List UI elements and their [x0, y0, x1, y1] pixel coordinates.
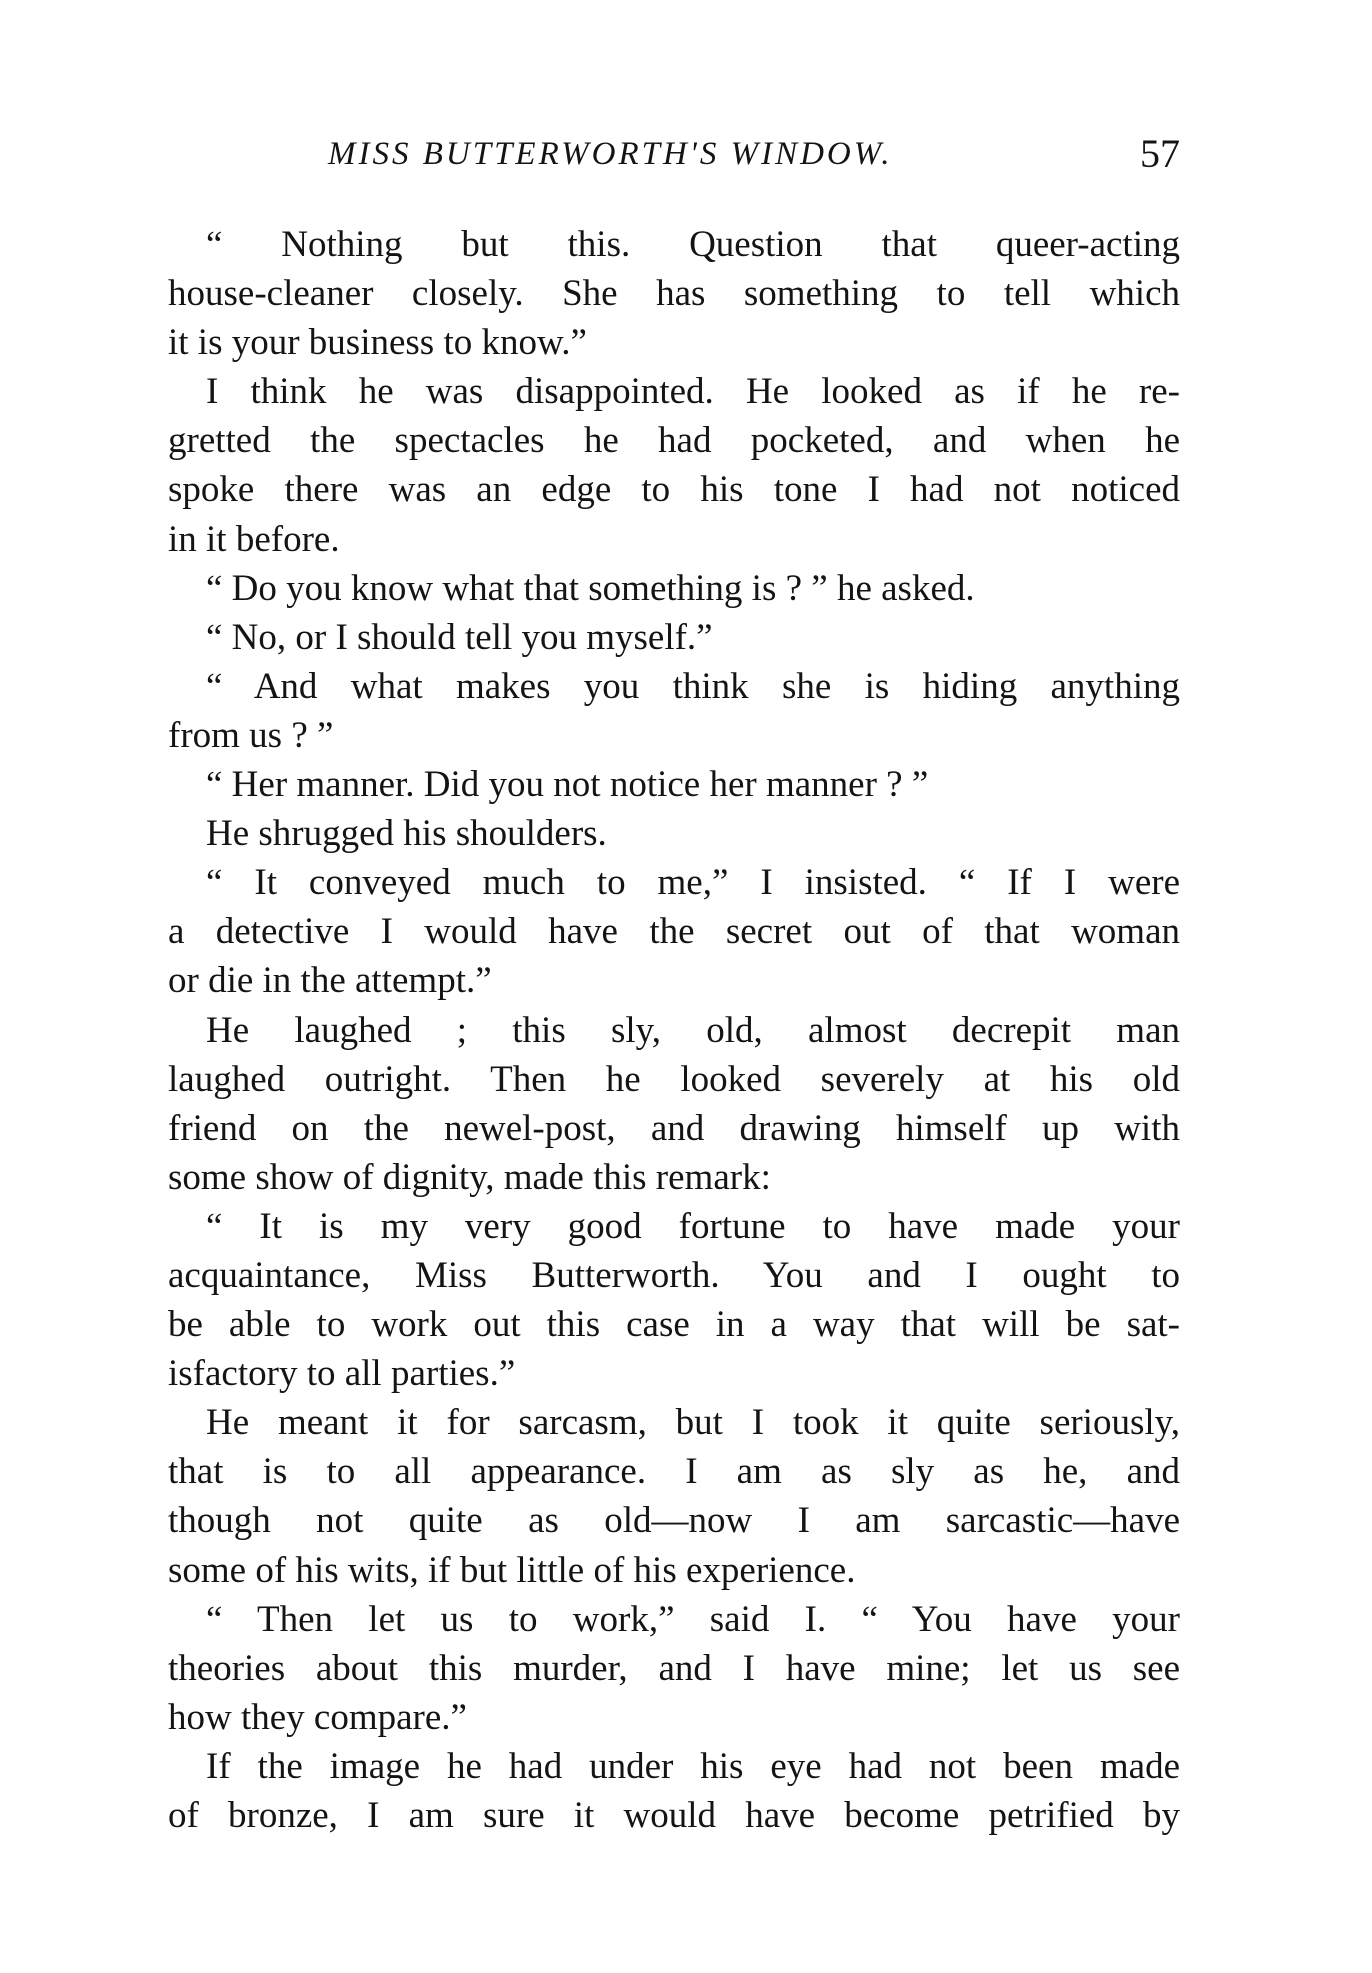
text-line: friend on the newel-post, and drawing himself up with — [168, 1107, 1180, 1149]
text-line: some of his wits, if but little of his experience. — [168, 1549, 856, 1591]
text-line: “ Nothing but this. Question that queer-acting — [206, 224, 1180, 265]
body-text — [168, 220, 1180, 1840]
text-line: house-cleaner closely. She has something to tell which — [168, 273, 1180, 315]
text-line: “ And what makes you think she is hiding anything — [206, 665, 1180, 707]
running-title: MISS BUTTERWORTH'S WINDOW. — [328, 136, 893, 172]
text-line: theories about this murder, and I have mine; let us see — [168, 1647, 1180, 1689]
text-line: “ Do you know what that something is ? ” he asked. — [206, 567, 975, 609]
text-line: acquaintance, Miss Butterworth. You and I ought to — [168, 1254, 1180, 1296]
text-line: though not quite as old—now I am sarcastic—have — [168, 1500, 1180, 1542]
text-line: “ Then let us to work,” said I. “ You have your — [206, 1598, 1180, 1640]
text-line: that is to all appearance. I am as sly as he, and — [168, 1451, 1180, 1493]
text-line: from us ? ” — [168, 714, 334, 756]
text-line: “ No, or I should tell you myself.” — [206, 616, 713, 658]
text-line: some show of dignity, made this remark: — [168, 1156, 771, 1198]
text-line: of bronze, I am sure it would have become petrified by — [168, 1795, 1180, 1836]
text-line: If the image he had under his eye had not been made — [206, 1745, 1180, 1787]
text-line: isfactory to all parties.” — [168, 1353, 516, 1395]
text-line: it is your business to know.” — [168, 322, 587, 364]
text-line: He shrugged his shoulders. — [206, 813, 607, 855]
page-number: 57 — [1140, 131, 1180, 176]
text-line: a detective I would have the secret out of that woman — [168, 911, 1180, 953]
text-line: “ Her manner. Did you not notice her manner ? ” — [206, 764, 929, 806]
text-line: laughed outright. Then he looked severely at his old — [168, 1058, 1180, 1100]
text-line: spoke there was an edge to his tone I had not noticed — [168, 469, 1180, 511]
text-line: gretted the spectacles he had pocketed, and when he — [168, 420, 1180, 462]
text-line: in it before. — [168, 518, 340, 560]
text-line: or die in the attempt.” — [168, 960, 492, 1002]
text-line: be able to work out this case in a way that will be sat- — [168, 1304, 1180, 1346]
running-head — [168, 128, 1180, 188]
text-line: He meant it for sarcasm, but I took it quite seriously, — [206, 1402, 1180, 1444]
text-line: He laughed ; this sly, old, almost decrepit man — [206, 1009, 1180, 1051]
text-line: how they compare.” — [168, 1696, 467, 1738]
text-line: “ It is my very good fortune to have made your — [206, 1205, 1180, 1247]
text-line: “ It conveyed much to me,” I insisted. “ If I were — [206, 862, 1180, 904]
text-line: I think he was disappointed. He looked as if he re- — [206, 371, 1180, 413]
